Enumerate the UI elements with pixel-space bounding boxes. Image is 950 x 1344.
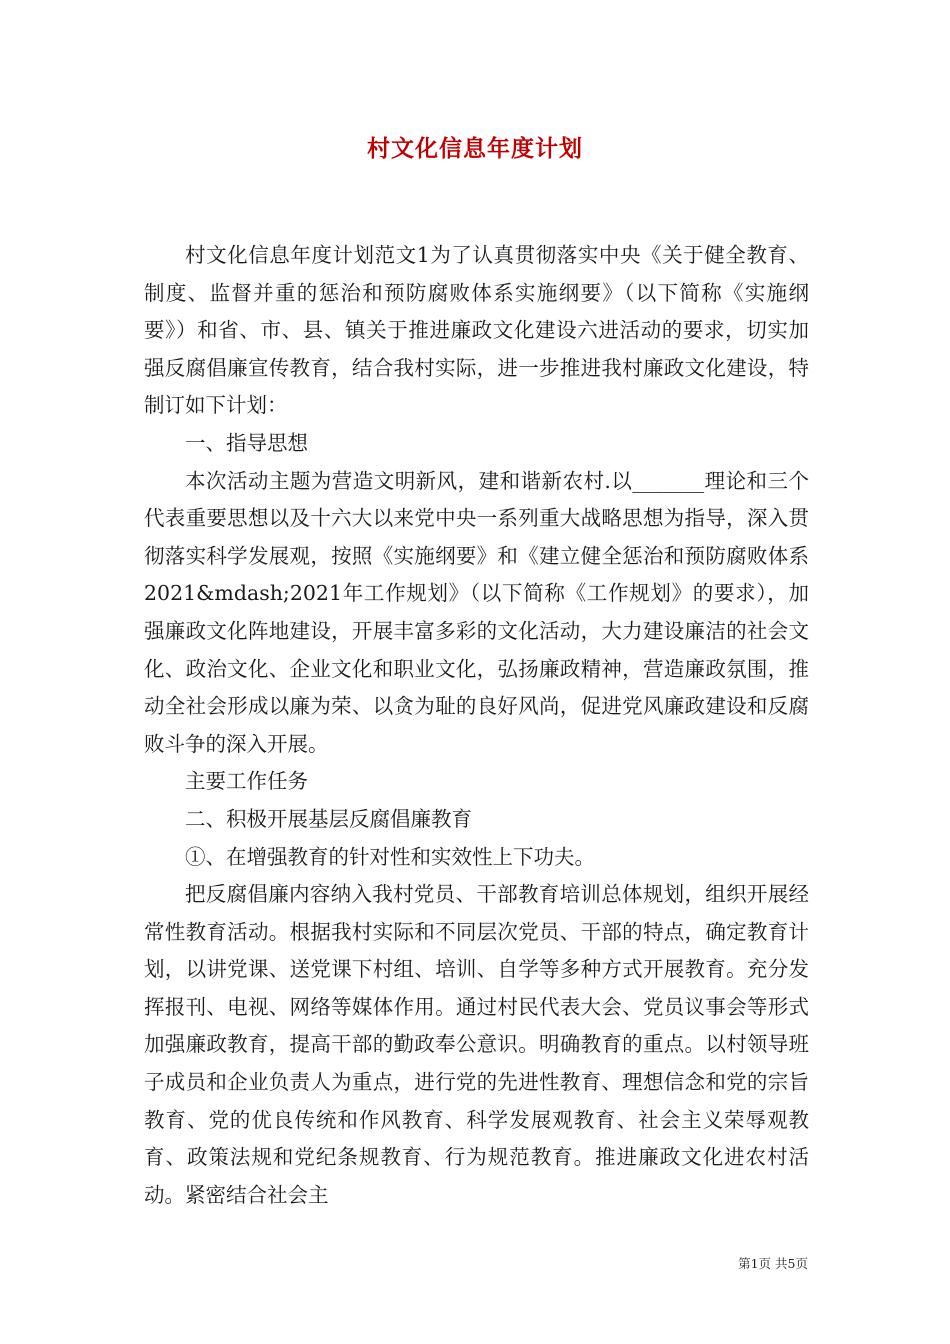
- document-body: [144, 237, 809, 1214]
- subsection-heading-effectiveness: ①、在增强教育的针对性和实效性上下功夫。: [185, 844, 595, 869]
- page-number-footer: 第1页 共5页: [738, 1256, 808, 1271]
- paragraph-education-plan: 把反腐倡廉内容纳入我村党员、干部教育培训总体规划，组织开展经常性教育活动。根据我村实际和不同层次党员、干部的特点，确定教育计划，以讲党课、送党课下村组、培训、自学等多种方式开展教育。充分发挥报刊、电视、网络等媒体作用。通过村民代表大会、党员议事会等形式加强廉政教育，提高干部的勤政奉公意识。明确教育的重点。以村领导班子成员和企业负责人为重点，进行党的先进性教育、理想信念和党的宗旨教育、党的优良传统和作风教育、科学发展观教育、社会主义荣辱观教育、政策法规和党纪条规教育、行为规范教育。推进廉政文化进农村活动。紧密结合社会主: [144, 882, 809, 1207]
- paragraph-intro: 村文化信息年度计划范文1为了认真贯彻落实中央《关于健全教育、制度、监督并重的惩治和预防腐败体系实施纲要》（以下简称《实施纲要》）和省、市、县、镇关于推进廉政文化建设六进活动的要求，切实加强反腐倡廉宣传教育，结合我村实际，进一步推进我村廉政文化建设，特制订如下计划：: [144, 243, 809, 418]
- section-heading-guiding-ideology: 一、指导思想: [185, 430, 308, 455]
- paragraph-activity-theme: 本次活动主题为营造文明新风，建和谐新农村.以_______理论和三个代表重要思想以及十六大以来党中央一系列重大战略思想为指导，深入贯彻落实科学发展观，按照《实施纲要》和《建立健全惩治和预防腐败体系2021&mdash;2021年工作规划》（以下简称《工作规划》的要求），加强廉政文化阵地建设，开展丰富多彩的文化活动，大力建设廉洁的社会文化、政治文化、企业文化和职业文化，弘扬廉政精神，营造廉政氛围，推动全社会形成以廉为荣、以贪为耻的良好风尚，促进党风廉政建设和反腐败斗争的深入开展。: [144, 468, 809, 756]
- section-heading-main-tasks: 主要工作任务: [185, 769, 308, 794]
- section-heading-education: 二、积极开展基层反腐倡廉教育: [185, 806, 472, 831]
- document-title: 村文化信息年度计划: [367, 135, 583, 162]
